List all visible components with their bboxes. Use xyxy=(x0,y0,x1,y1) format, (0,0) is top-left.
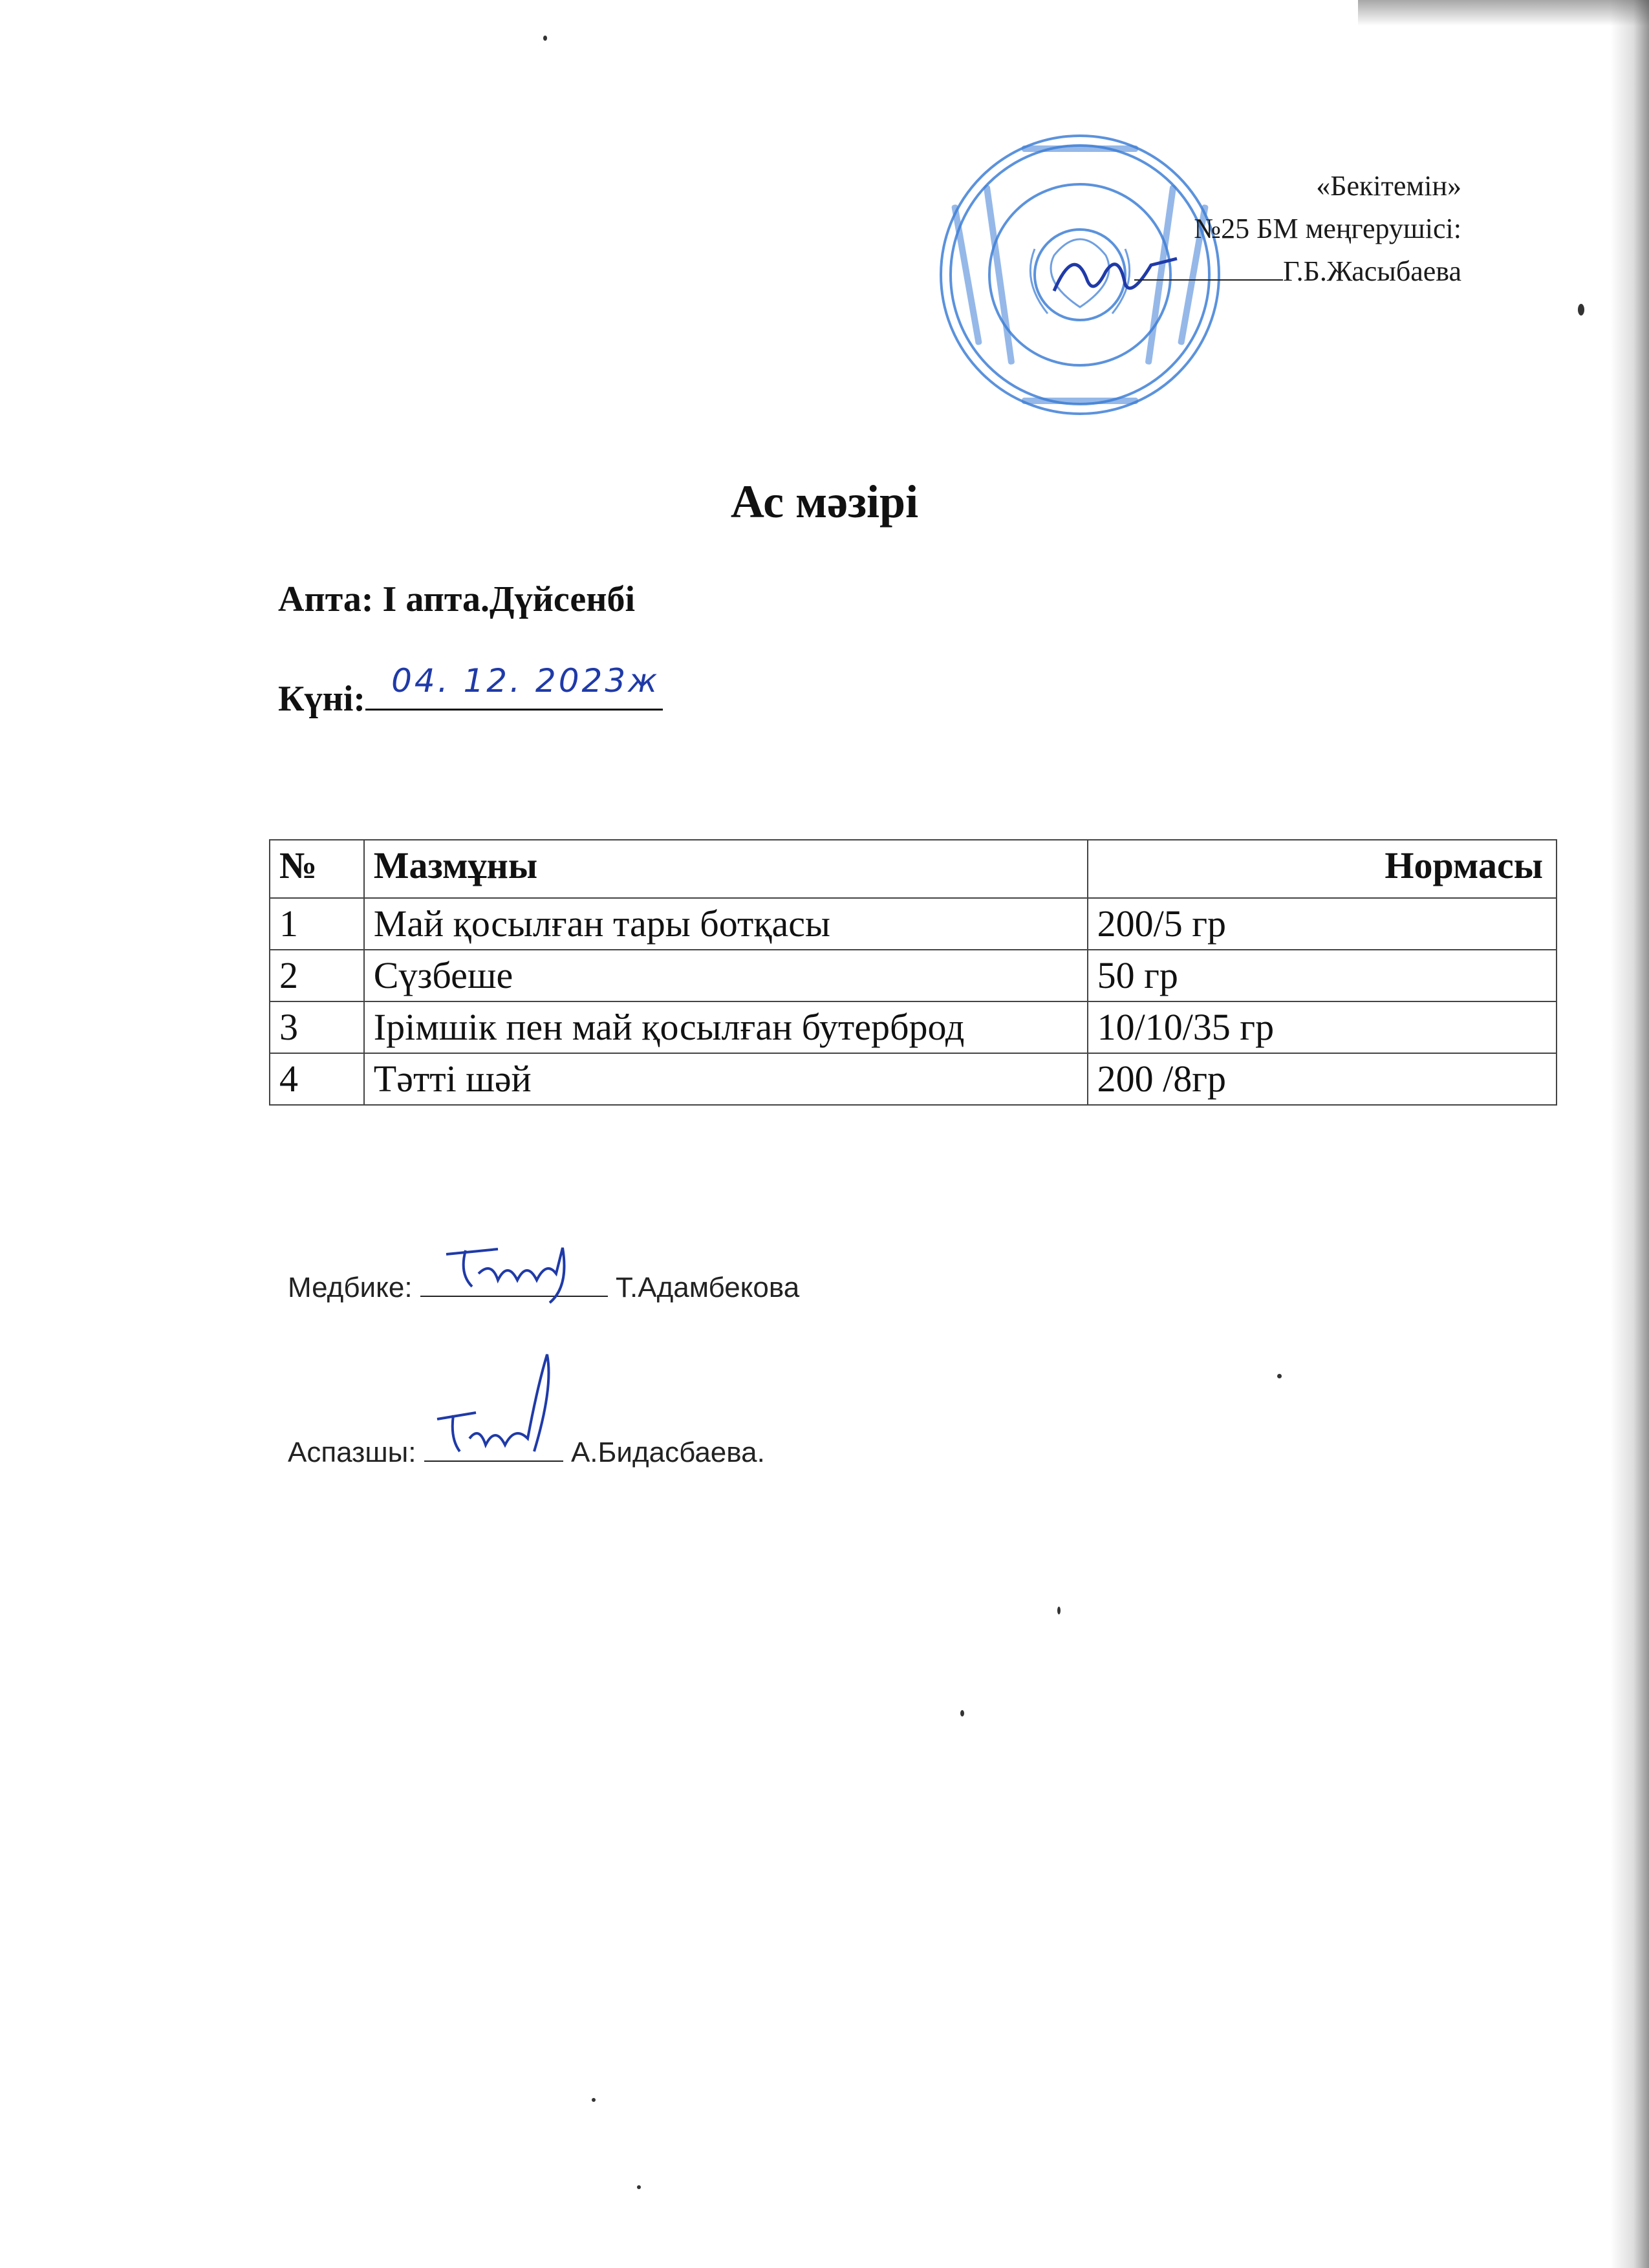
nurse-name: Т.Адамбекова xyxy=(616,1272,800,1303)
table-row xyxy=(270,898,1557,950)
approval-signature-row xyxy=(1061,250,1461,293)
nurse-signature-line xyxy=(420,1267,608,1297)
scan-speck xyxy=(1057,1607,1061,1614)
header-content: Мазмұны xyxy=(364,840,1088,898)
cell-number: 1 xyxy=(270,898,364,950)
cook-signature-line xyxy=(424,1432,563,1462)
scan-speck xyxy=(592,2098,596,2102)
cell-content: Май қосылған тары ботқасы xyxy=(364,898,1088,950)
cell-number: 4 xyxy=(270,1053,364,1105)
menu-table xyxy=(269,839,1557,1106)
date-label: Күні: xyxy=(278,679,366,719)
cell-number: 3 xyxy=(270,1001,364,1053)
table-row xyxy=(270,1001,1557,1053)
approval-block xyxy=(1061,165,1461,293)
table-header-row xyxy=(270,840,1557,898)
cook-name: А.Бидасбаева. xyxy=(570,1437,765,1468)
scan-speck xyxy=(1578,304,1584,316)
scan-shadow-top xyxy=(1358,0,1649,26)
nurse-label: Медбике: xyxy=(288,1272,413,1303)
page-title: Ас мәзірі xyxy=(730,476,919,528)
cell-norm: 50 гр xyxy=(1088,950,1557,1001)
scan-speck xyxy=(960,1710,964,1717)
cell-content: Тәтті шәй xyxy=(364,1053,1088,1105)
date-row xyxy=(278,662,663,720)
header-norm: Нормасы xyxy=(1088,840,1557,898)
scan-shadow-right xyxy=(1610,0,1649,2268)
week-label: Апта: І апта.Дүйсенбі xyxy=(278,579,636,619)
cook-label: Аспазшы: xyxy=(288,1437,416,1468)
cell-content: Сүзбеше xyxy=(364,950,1088,1001)
date-handwritten: 04. 12. 2023ж xyxy=(391,662,660,700)
scan-speck xyxy=(1277,1374,1282,1378)
header-number: № xyxy=(270,840,364,898)
approval-name: Г.Б.Жасыбаева xyxy=(1283,255,1461,287)
scan-speck xyxy=(543,36,547,41)
nurse-signature-row xyxy=(288,1267,799,1304)
approval-heading: «Бекітемін» xyxy=(1316,170,1461,202)
table-row xyxy=(270,1053,1557,1105)
cell-norm: 200 /8гр xyxy=(1088,1053,1557,1105)
cook-signature-row xyxy=(288,1432,765,1469)
date-field xyxy=(365,662,663,711)
cell-number: 2 xyxy=(270,950,364,1001)
table-row xyxy=(270,950,1557,1001)
approval-position: №25 БМ меңгерушісі: xyxy=(1194,213,1461,244)
cell-norm: 200/5 гр xyxy=(1088,898,1557,950)
nurse-signature xyxy=(420,1235,608,1306)
cell-norm: 10/10/35 гр xyxy=(1088,1001,1557,1053)
scan-speck xyxy=(637,2185,641,2189)
cell-content: Ірімшік пен май қосылған бутерброд xyxy=(364,1001,1088,1053)
cook-signature xyxy=(424,1348,563,1464)
signature-line xyxy=(1134,253,1283,281)
